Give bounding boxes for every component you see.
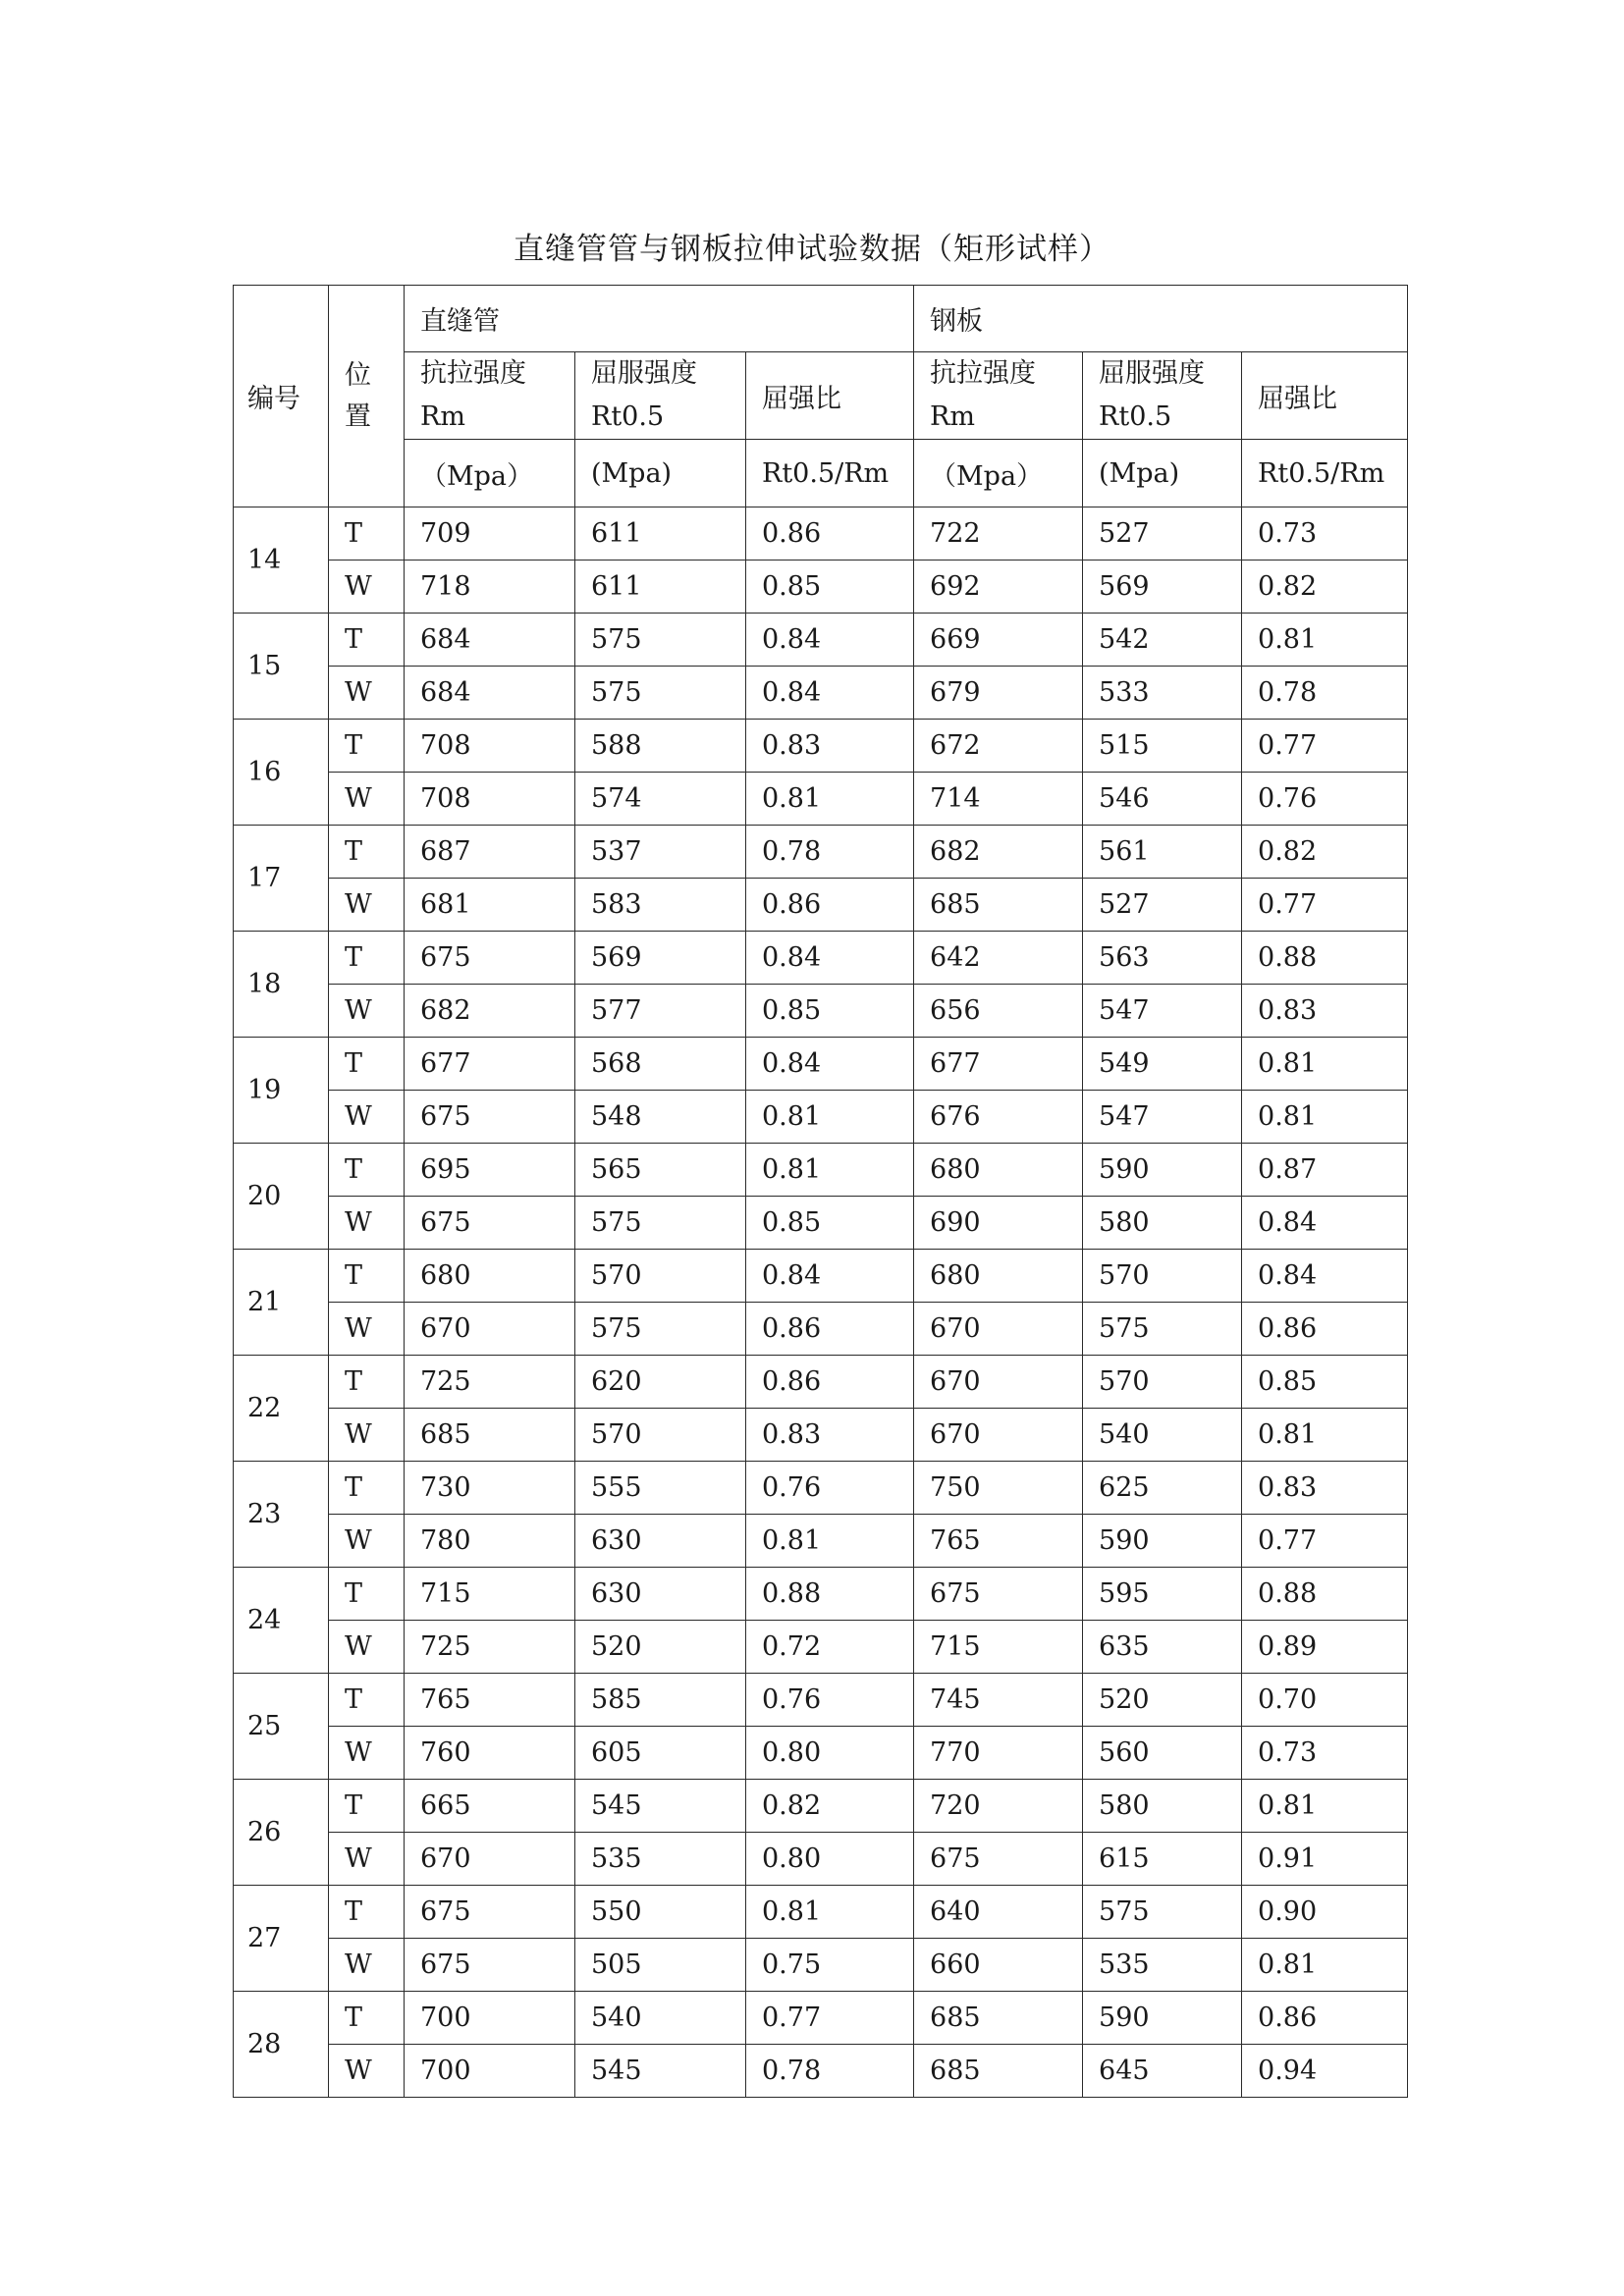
table-row bbox=[234, 879, 1408, 932]
table-row bbox=[234, 507, 1408, 561]
pipe-ratio-cell: 0.86 bbox=[746, 507, 914, 561]
position-cell: W bbox=[329, 879, 405, 932]
table-row bbox=[234, 1886, 1408, 1939]
plate-rm-cell: 669 bbox=[914, 614, 1083, 667]
plate-rm-cell: 670 bbox=[914, 1409, 1083, 1462]
table-row bbox=[234, 1356, 1408, 1409]
pipe-ratio-cell: 0.72 bbox=[746, 1621, 914, 1674]
table-row bbox=[234, 614, 1408, 667]
plate-rm-cell: 715 bbox=[914, 1621, 1083, 1674]
plate-ratio-cell: 0.84 bbox=[1242, 1250, 1408, 1303]
pipe-ratio-cell: 0.81 bbox=[746, 1886, 914, 1939]
plate-ratio-cell: 0.81 bbox=[1242, 1091, 1408, 1144]
plate-ratio-cell: 0.73 bbox=[1242, 1727, 1408, 1780]
position-header-label: 位 置 bbox=[345, 359, 371, 432]
plate-rt-cell: 515 bbox=[1083, 720, 1242, 773]
position-cell: W bbox=[329, 1303, 405, 1356]
plate-group-header: 钢板 bbox=[914, 286, 1408, 352]
plate-rt-cell: 580 bbox=[1083, 1197, 1242, 1250]
position-cell: T bbox=[329, 720, 405, 773]
table-row bbox=[234, 1674, 1408, 1727]
pipe-rm-cell: 675 bbox=[405, 1091, 575, 1144]
pipe-rt-cell: 577 bbox=[575, 985, 746, 1038]
pipe-ratio-cell: 0.81 bbox=[746, 1144, 914, 1197]
sample-id-cell: 20 bbox=[234, 1144, 329, 1250]
pipe-rt-cell: 535 bbox=[575, 1833, 746, 1886]
pipe-rm-cell: 725 bbox=[405, 1621, 575, 1674]
plate-ratio-cell: 0.86 bbox=[1242, 1303, 1408, 1356]
pipe-ratio-cell: 0.85 bbox=[746, 561, 914, 614]
plate-rt-symbol: Rt0.5 bbox=[1099, 401, 1172, 432]
plate-rm-cell: 670 bbox=[914, 1303, 1083, 1356]
pipe-ratio-cell: 0.86 bbox=[746, 1356, 914, 1409]
pipe-rt-cell: 550 bbox=[575, 1886, 746, 1939]
table-row bbox=[234, 1992, 1408, 2045]
position-cell: T bbox=[329, 507, 405, 561]
id-column-header: 编号 bbox=[234, 286, 329, 507]
pipe-rt-cell: 611 bbox=[575, 561, 746, 614]
position-cell: W bbox=[329, 773, 405, 826]
sample-id-cell: 19 bbox=[234, 1038, 329, 1144]
plate-rt-cell: 570 bbox=[1083, 1250, 1242, 1303]
pipe-rt-header bbox=[575, 352, 746, 440]
header-name-row bbox=[234, 352, 1408, 440]
plate-rm-cell: 640 bbox=[914, 1886, 1083, 1939]
pipe-rt-cell: 575 bbox=[575, 1197, 746, 1250]
pipe-rm-cell: 700 bbox=[405, 1992, 575, 2045]
sample-id-cell: 22 bbox=[234, 1356, 329, 1462]
pipe-rm-header bbox=[405, 352, 575, 440]
position-cell: T bbox=[329, 1250, 405, 1303]
pipe-ratio-cell: 0.84 bbox=[746, 1038, 914, 1091]
plate-rt-cell: 527 bbox=[1083, 879, 1242, 932]
table-row bbox=[234, 1250, 1408, 1303]
pipe-rm-cell: 675 bbox=[405, 1939, 575, 1992]
sample-id-cell: 25 bbox=[234, 1674, 329, 1780]
pipe-rm-cell: 665 bbox=[405, 1780, 575, 1833]
plate-rt-cell: 520 bbox=[1083, 1674, 1242, 1727]
table-row bbox=[234, 1833, 1408, 1886]
plate-rm-cell: 677 bbox=[914, 1038, 1083, 1091]
plate-rt-header bbox=[1083, 352, 1242, 440]
position-cell: T bbox=[329, 1780, 405, 1833]
test-data-table bbox=[233, 285, 1408, 2098]
pipe-rm-cell: 725 bbox=[405, 1356, 575, 1409]
position-cell: T bbox=[329, 826, 405, 879]
position-cell: W bbox=[329, 1409, 405, 1462]
plate-rt-cell: 595 bbox=[1083, 1568, 1242, 1621]
position-cell: T bbox=[329, 1462, 405, 1515]
position-cell: W bbox=[329, 1939, 405, 1992]
table-row bbox=[234, 1091, 1408, 1144]
plate-rt-cell: 560 bbox=[1083, 1727, 1242, 1780]
table-row bbox=[234, 2045, 1408, 2098]
plate-ratio-cell: 0.90 bbox=[1242, 1886, 1408, 1939]
position-cell: T bbox=[329, 1992, 405, 2045]
pipe-rm-cell: 715 bbox=[405, 1568, 575, 1621]
plate-ratio-cell: 0.91 bbox=[1242, 1833, 1408, 1886]
sample-id-cell: 26 bbox=[234, 1780, 329, 1886]
plate-ratio-cell: 0.76 bbox=[1242, 773, 1408, 826]
plate-ratio-cell: 0.88 bbox=[1242, 932, 1408, 985]
header-group-row bbox=[234, 286, 1408, 352]
pipe-rm-cell: 685 bbox=[405, 1409, 575, 1462]
plate-rt-cell: 542 bbox=[1083, 614, 1242, 667]
pipe-ratio-cell: 0.84 bbox=[746, 614, 914, 667]
plate-ratio-cell: 0.77 bbox=[1242, 1515, 1408, 1568]
pipe-ratio-cell: 0.83 bbox=[746, 720, 914, 773]
table-row bbox=[234, 1197, 1408, 1250]
table-row bbox=[234, 561, 1408, 614]
plate-rt-label: 屈服强度 bbox=[1099, 358, 1206, 389]
plate-rt-cell: 535 bbox=[1083, 1939, 1242, 1992]
pipe-rt-cell: 537 bbox=[575, 826, 746, 879]
pipe-rm-cell: 708 bbox=[405, 773, 575, 826]
table-row bbox=[234, 720, 1408, 773]
pipe-rt-label: 屈服强度 bbox=[591, 358, 697, 389]
pipe-rt-cell: 575 bbox=[575, 1303, 746, 1356]
plate-rm-cell: 770 bbox=[914, 1727, 1083, 1780]
pipe-rm-cell: 684 bbox=[405, 667, 575, 720]
plate-rm-cell: 656 bbox=[914, 985, 1083, 1038]
plate-ratio-cell: 0.78 bbox=[1242, 667, 1408, 720]
plate-rm-cell: 660 bbox=[914, 1939, 1083, 1992]
plate-ratio-cell: 0.87 bbox=[1242, 1144, 1408, 1197]
pipe-rt-cell: 588 bbox=[575, 720, 746, 773]
position-cell: W bbox=[329, 561, 405, 614]
pipe-rm-cell: 695 bbox=[405, 1144, 575, 1197]
plate-ratio-cell: 0.83 bbox=[1242, 1462, 1408, 1515]
pipe-rm-cell: 681 bbox=[405, 879, 575, 932]
pipe-ratio-cell: 0.84 bbox=[746, 932, 914, 985]
pipe-rm-cell: 670 bbox=[405, 1303, 575, 1356]
pipe-ratio-cell: 0.85 bbox=[746, 1197, 914, 1250]
plate-rt-cell: 549 bbox=[1083, 1038, 1242, 1091]
position-cell: W bbox=[329, 1621, 405, 1674]
pipe-ratio-cell: 0.78 bbox=[746, 826, 914, 879]
plate-rt-cell: 635 bbox=[1083, 1621, 1242, 1674]
table-row bbox=[234, 1568, 1408, 1621]
pipe-ratio-cell: 0.88 bbox=[746, 1568, 914, 1621]
plate-rm-header bbox=[914, 352, 1083, 440]
plate-ratio-unit: Rt0.5/Rm bbox=[1242, 440, 1408, 507]
pipe-rt-cell: 585 bbox=[575, 1674, 746, 1727]
pipe-ratio-cell: 0.78 bbox=[746, 2045, 914, 2098]
plate-ratio-cell: 0.81 bbox=[1242, 1409, 1408, 1462]
pipe-rm-cell: 675 bbox=[405, 932, 575, 985]
position-cell: W bbox=[329, 1727, 405, 1780]
pipe-rt-cell: 505 bbox=[575, 1939, 746, 1992]
plate-rt-cell: 563 bbox=[1083, 932, 1242, 985]
pipe-rm-cell: 760 bbox=[405, 1727, 575, 1780]
table-row bbox=[234, 1462, 1408, 1515]
sample-id-cell: 17 bbox=[234, 826, 329, 932]
pipe-rm-symbol: Rm bbox=[420, 401, 465, 432]
pipe-ratio-cell: 0.86 bbox=[746, 879, 914, 932]
pipe-ratio-cell: 0.82 bbox=[746, 1780, 914, 1833]
position-cell: W bbox=[329, 1197, 405, 1250]
plate-rt-cell: 580 bbox=[1083, 1780, 1242, 1833]
pipe-rm-cell: 700 bbox=[405, 2045, 575, 2098]
pipe-ratio-cell: 0.85 bbox=[746, 985, 914, 1038]
table-row bbox=[234, 1409, 1408, 1462]
sample-id-cell: 27 bbox=[234, 1886, 329, 1992]
plate-ratio-cell: 0.77 bbox=[1242, 720, 1408, 773]
position-cell: T bbox=[329, 614, 405, 667]
pipe-rt-cell: 583 bbox=[575, 879, 746, 932]
table-row bbox=[234, 773, 1408, 826]
pipe-rt-cell: 545 bbox=[575, 2045, 746, 2098]
table-row bbox=[234, 985, 1408, 1038]
pipe-rm-cell: 680 bbox=[405, 1250, 575, 1303]
pipe-rt-cell: 565 bbox=[575, 1144, 746, 1197]
plate-ratio-cell: 0.94 bbox=[1242, 2045, 1408, 2098]
pipe-rm-cell: 780 bbox=[405, 1515, 575, 1568]
plate-ratio-cell: 0.85 bbox=[1242, 1356, 1408, 1409]
pipe-rm-cell: 718 bbox=[405, 561, 575, 614]
plate-ratio-cell: 0.89 bbox=[1242, 1621, 1408, 1674]
pipe-rm-label: 抗拉强度 bbox=[420, 358, 526, 389]
plate-rm-label: 抗拉强度 bbox=[930, 358, 1037, 389]
pipe-rm-cell: 708 bbox=[405, 720, 575, 773]
pipe-rt-cell: 568 bbox=[575, 1038, 746, 1091]
plate-ratio-cell: 0.82 bbox=[1242, 826, 1408, 879]
plate-rm-cell: 685 bbox=[914, 2045, 1083, 2098]
plate-ratio-cell: 0.88 bbox=[1242, 1568, 1408, 1621]
pipe-group-header: 直缝管 bbox=[405, 286, 914, 352]
position-cell: T bbox=[329, 1038, 405, 1091]
plate-rm-cell: 642 bbox=[914, 932, 1083, 985]
table-row bbox=[234, 1144, 1408, 1197]
position-cell: W bbox=[329, 2045, 405, 2098]
pipe-rt-cell: 570 bbox=[575, 1250, 746, 1303]
pipe-ratio-cell: 0.80 bbox=[746, 1833, 914, 1886]
plate-rm-cell: 679 bbox=[914, 667, 1083, 720]
plate-rm-cell: 675 bbox=[914, 1568, 1083, 1621]
sample-id-cell: 14 bbox=[234, 507, 329, 614]
pipe-ratio-unit: Rt0.5/Rm bbox=[746, 440, 914, 507]
plate-rt-cell: 625 bbox=[1083, 1462, 1242, 1515]
table-row bbox=[234, 1727, 1408, 1780]
plate-rm-unit: （Mpa） bbox=[914, 440, 1083, 507]
plate-rm-cell: 685 bbox=[914, 1992, 1083, 2045]
plate-rt-cell: 533 bbox=[1083, 667, 1242, 720]
pipe-ratio-cell: 0.86 bbox=[746, 1303, 914, 1356]
plate-rm-cell: 720 bbox=[914, 1780, 1083, 1833]
position-cell: T bbox=[329, 1356, 405, 1409]
position-cell: T bbox=[329, 932, 405, 985]
table-body bbox=[234, 507, 1408, 2098]
pipe-rt-cell: 630 bbox=[575, 1515, 746, 1568]
pipe-rm-cell: 709 bbox=[405, 507, 575, 561]
pipe-ratio-cell: 0.76 bbox=[746, 1674, 914, 1727]
table-row bbox=[234, 1303, 1408, 1356]
plate-rt-cell: 547 bbox=[1083, 985, 1242, 1038]
plate-rm-symbol: Rm bbox=[930, 401, 975, 432]
pipe-ratio-cell: 0.75 bbox=[746, 1939, 914, 1992]
sample-id-cell: 18 bbox=[234, 932, 329, 1038]
plate-rm-cell: 690 bbox=[914, 1197, 1083, 1250]
plate-rt-cell: 590 bbox=[1083, 1992, 1242, 2045]
pipe-ratio-cell: 0.81 bbox=[746, 773, 914, 826]
plate-rm-cell: 680 bbox=[914, 1250, 1083, 1303]
position-cell: W bbox=[329, 1091, 405, 1144]
plate-rt-cell: 645 bbox=[1083, 2045, 1242, 2098]
pipe-rt-cell: 575 bbox=[575, 667, 746, 720]
pipe-ratio-cell: 0.84 bbox=[746, 667, 914, 720]
plate-rm-cell: 675 bbox=[914, 1833, 1083, 1886]
pipe-rt-cell: 540 bbox=[575, 1992, 746, 2045]
pipe-rm-cell: 730 bbox=[405, 1462, 575, 1515]
table-row bbox=[234, 1515, 1408, 1568]
pipe-ratio-cell: 0.76 bbox=[746, 1462, 914, 1515]
sample-id-cell: 28 bbox=[234, 1992, 329, 2098]
plate-rt-cell: 546 bbox=[1083, 773, 1242, 826]
plate-ratio-cell: 0.77 bbox=[1242, 879, 1408, 932]
header-unit-row bbox=[234, 440, 1408, 507]
pipe-rt-cell: 555 bbox=[575, 1462, 746, 1515]
page-title: 直缝管管与钢板拉伸试验数据（矩形试样） bbox=[514, 232, 1110, 267]
position-cell: T bbox=[329, 1568, 405, 1621]
plate-rt-cell: 527 bbox=[1083, 507, 1242, 561]
plate-ratio-cell: 0.81 bbox=[1242, 1038, 1408, 1091]
pipe-rt-cell: 548 bbox=[575, 1091, 746, 1144]
pipe-rt-cell: 569 bbox=[575, 932, 746, 985]
plate-ratio-header: 屈强比 bbox=[1242, 352, 1408, 440]
plate-rm-cell: 714 bbox=[914, 773, 1083, 826]
sample-id-cell: 21 bbox=[234, 1250, 329, 1356]
plate-rt-unit: (Mpa) bbox=[1083, 440, 1242, 507]
position-cell: W bbox=[329, 667, 405, 720]
pipe-ratio-cell: 0.81 bbox=[746, 1091, 914, 1144]
pipe-ratio-cell: 0.83 bbox=[746, 1409, 914, 1462]
pipe-rt-symbol: Rt0.5 bbox=[591, 401, 665, 432]
plate-rt-cell: 575 bbox=[1083, 1303, 1242, 1356]
table-row bbox=[234, 932, 1408, 985]
plate-rm-cell: 745 bbox=[914, 1674, 1083, 1727]
pipe-rm-cell: 682 bbox=[405, 985, 575, 1038]
pipe-ratio-cell: 0.80 bbox=[746, 1727, 914, 1780]
pipe-ratio-header: 屈强比 bbox=[746, 352, 914, 440]
pipe-rt-cell: 574 bbox=[575, 773, 746, 826]
plate-ratio-cell: 0.84 bbox=[1242, 1197, 1408, 1250]
plate-rt-cell: 569 bbox=[1083, 561, 1242, 614]
plate-rt-cell: 575 bbox=[1083, 1886, 1242, 1939]
pipe-rm-cell: 765 bbox=[405, 1674, 575, 1727]
position-cell: W bbox=[329, 1515, 405, 1568]
pipe-ratio-cell: 0.77 bbox=[746, 1992, 914, 2045]
pipe-rt-unit: (Mpa) bbox=[575, 440, 746, 507]
pipe-rm-cell: 670 bbox=[405, 1833, 575, 1886]
sample-id-cell: 16 bbox=[234, 720, 329, 826]
pipe-rt-cell: 575 bbox=[575, 614, 746, 667]
position-column-header bbox=[329, 286, 405, 507]
table-row bbox=[234, 1038, 1408, 1091]
plate-ratio-cell: 0.86 bbox=[1242, 1992, 1408, 2045]
pipe-rt-cell: 605 bbox=[575, 1727, 746, 1780]
plate-rt-cell: 590 bbox=[1083, 1515, 1242, 1568]
pipe-ratio-cell: 0.81 bbox=[746, 1515, 914, 1568]
position-cell: T bbox=[329, 1886, 405, 1939]
plate-rm-cell: 692 bbox=[914, 561, 1083, 614]
plate-rm-cell: 722 bbox=[914, 507, 1083, 561]
plate-rt-cell: 570 bbox=[1083, 1356, 1242, 1409]
plate-rm-cell: 680 bbox=[914, 1144, 1083, 1197]
position-cell: T bbox=[329, 1144, 405, 1197]
plate-rm-cell: 750 bbox=[914, 1462, 1083, 1515]
plate-ratio-cell: 0.70 bbox=[1242, 1674, 1408, 1727]
plate-rt-cell: 615 bbox=[1083, 1833, 1242, 1886]
sample-id-cell: 23 bbox=[234, 1462, 329, 1568]
plate-rt-cell: 590 bbox=[1083, 1144, 1242, 1197]
position-cell: W bbox=[329, 985, 405, 1038]
pipe-rm-cell: 687 bbox=[405, 826, 575, 879]
plate-rt-cell: 561 bbox=[1083, 826, 1242, 879]
plate-rm-cell: 685 bbox=[914, 879, 1083, 932]
plate-rt-cell: 540 bbox=[1083, 1409, 1242, 1462]
sample-id-cell: 15 bbox=[234, 614, 329, 720]
table-row bbox=[234, 1621, 1408, 1674]
pipe-rt-cell: 520 bbox=[575, 1621, 746, 1674]
pipe-rm-unit: （Mpa） bbox=[405, 440, 575, 507]
plate-ratio-cell: 0.83 bbox=[1242, 985, 1408, 1038]
plate-rm-cell: 765 bbox=[914, 1515, 1083, 1568]
pipe-rt-cell: 611 bbox=[575, 507, 746, 561]
pipe-ratio-cell: 0.84 bbox=[746, 1250, 914, 1303]
pipe-rm-cell: 684 bbox=[405, 614, 575, 667]
plate-ratio-cell: 0.81 bbox=[1242, 614, 1408, 667]
pipe-rm-cell: 677 bbox=[405, 1038, 575, 1091]
table-row bbox=[234, 667, 1408, 720]
plate-ratio-cell: 0.81 bbox=[1242, 1780, 1408, 1833]
pipe-rt-cell: 630 bbox=[575, 1568, 746, 1621]
pipe-rt-cell: 545 bbox=[575, 1780, 746, 1833]
pipe-rm-cell: 675 bbox=[405, 1886, 575, 1939]
plate-rm-cell: 672 bbox=[914, 720, 1083, 773]
position-cell: W bbox=[329, 1833, 405, 1886]
sample-id-cell: 24 bbox=[234, 1568, 329, 1674]
plate-rm-cell: 676 bbox=[914, 1091, 1083, 1144]
pipe-rt-cell: 620 bbox=[575, 1356, 746, 1409]
plate-ratio-cell: 0.73 bbox=[1242, 507, 1408, 561]
pipe-rt-cell: 570 bbox=[575, 1409, 746, 1462]
plate-rm-cell: 670 bbox=[914, 1356, 1083, 1409]
plate-rm-cell: 682 bbox=[914, 826, 1083, 879]
plate-ratio-cell: 0.82 bbox=[1242, 561, 1408, 614]
plate-ratio-cell: 0.81 bbox=[1242, 1939, 1408, 1992]
table-row bbox=[234, 1780, 1408, 1833]
table-row bbox=[234, 826, 1408, 879]
plate-rt-cell: 547 bbox=[1083, 1091, 1242, 1144]
pipe-rm-cell: 675 bbox=[405, 1197, 575, 1250]
table-row bbox=[234, 1939, 1408, 1992]
position-cell: T bbox=[329, 1674, 405, 1727]
